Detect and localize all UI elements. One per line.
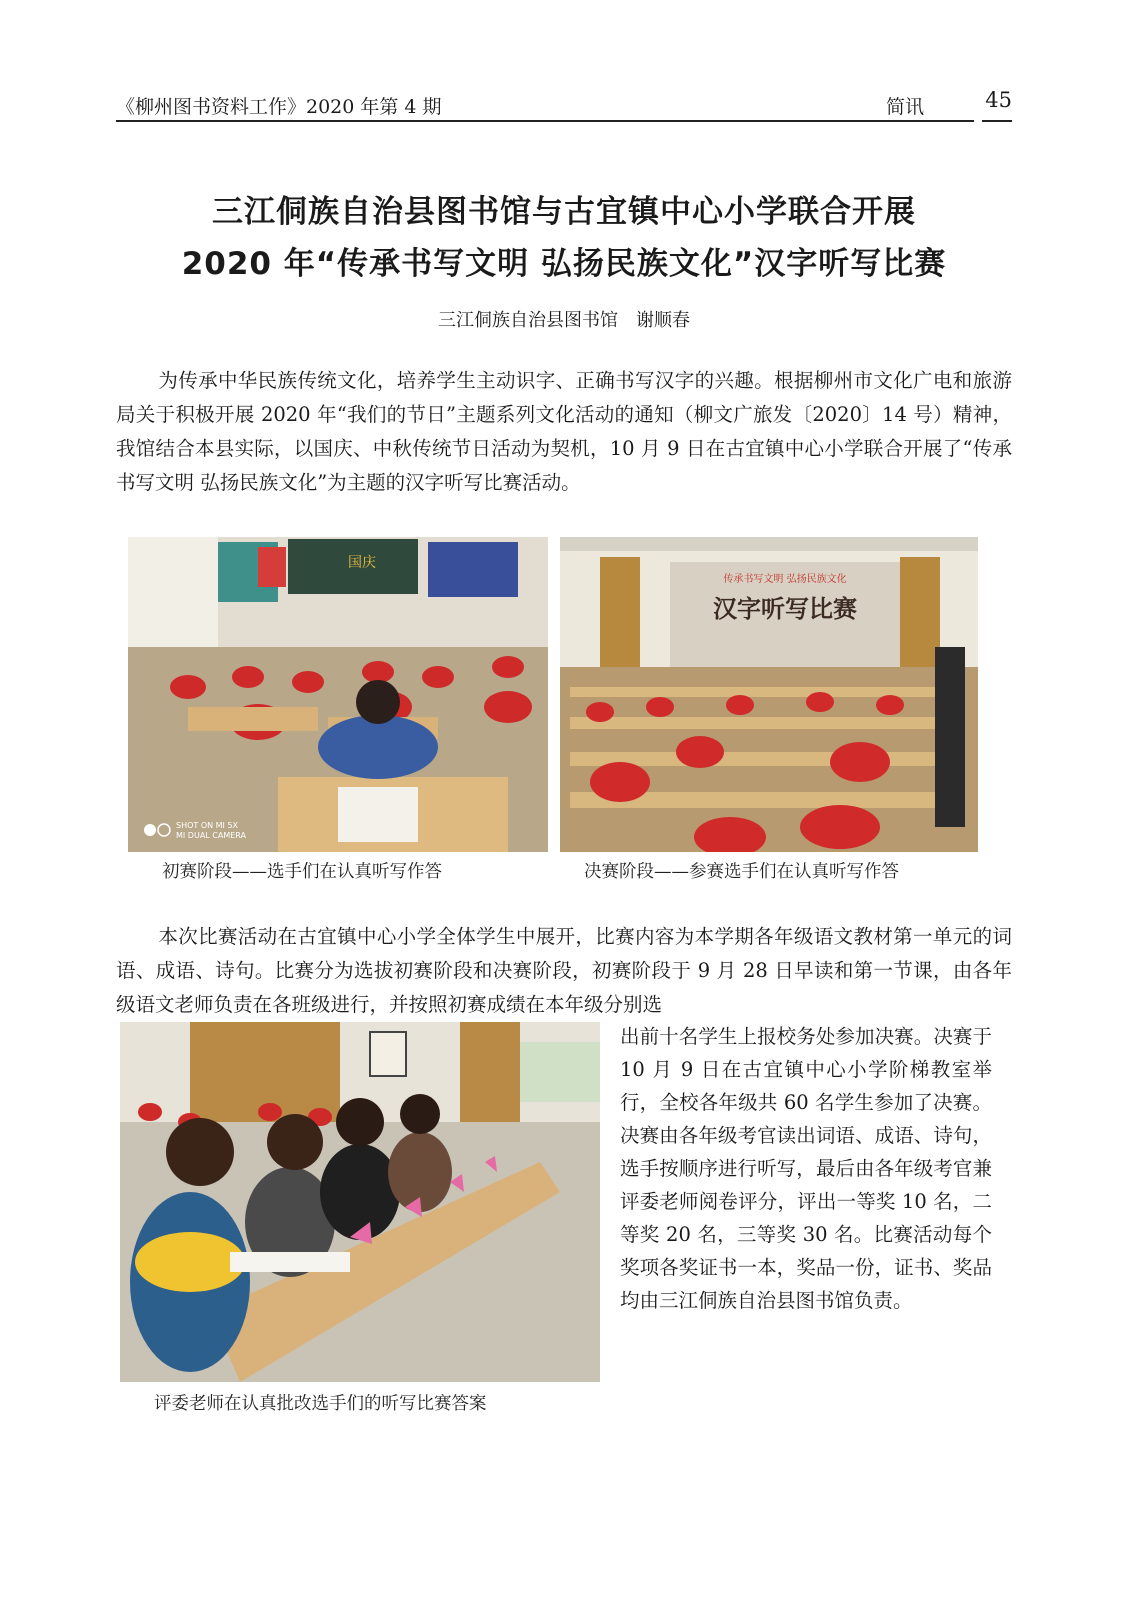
page-number-underline: [982, 120, 1012, 122]
article-author: 三江侗族自治县图书馆 谢顺春: [438, 310, 690, 331]
hall-photo-illustration: [560, 537, 978, 852]
photo-1-caption: 初赛阶段——选手们在认真听写作答: [162, 862, 442, 882]
paragraph-1: [116, 364, 1012, 500]
paragraph-2: [116, 920, 1012, 1022]
journal-name: 《柳州图书资料工作》2020 年第 4 期: [116, 96, 442, 118]
paragraph-1-text: 为传承中华民族传统文化，培养学生主动识字、正确书写汉字的兴趣。根据柳州市文化广电和旅游局关于积极开展 2020 年“我们的节日”主题系列文化活动的通知（柳文广旅发〔2020〕14 号）精神，我馆结合本县实际，以国庆、中秋传统节日活动为契机，10 月 9 日在古宜镇中心小学联合开展了“传承书写文明 弘扬民族文化”为主题的汉字听写比赛活动。: [116, 369, 1012, 494]
photo-2-caption: 决赛阶段——参赛选手们在认真听写作答: [584, 862, 899, 882]
running-header: [116, 88, 1012, 122]
camera-watermark-1: SHOT ON MI 5X: [176, 821, 239, 830]
photo-3-caption: 评委老师在认真批改选手们的听写比赛答案: [154, 1394, 487, 1414]
camera-watermark-2: MI DUAL CAMERA: [176, 831, 247, 840]
paragraph-3: 出前十名学生上报校务处参加决赛。决赛于 10 月 9 日在古宜镇中心小学阶梯教室举行，全校各年级共 60 名学生参加了决赛。决赛由各年级考官读出词语、成语、诗句，选手按顺序进行听写，最后由各年级考官兼评委老师阅卷评分，评出一等奖 10 名，二等奖 20 名，三等奖 30 名。比赛活动每个奖项各奖证书一本，奖品一份，证书、奖品均由三江侗族自治县图书馆负责。: [620, 1025, 992, 1312]
banner-title: 汉字听写比赛: [713, 594, 857, 623]
page-number: 45: [985, 88, 1012, 112]
judges-photo-illustration: [120, 1022, 600, 1382]
banner-slogan: 传承书写文明 弘扬民族文化: [723, 574, 847, 585]
header-rule: [116, 120, 974, 122]
board-text: 国庆: [348, 555, 376, 571]
section-name: 简讯: [886, 96, 925, 118]
paragraph-2-text: 本次比赛活动在古宜镇中心小学全体学生中展开，比赛内容为本学期各年级语文教材第一单元的词语、成语、诗句。比赛分为选拔初赛阶段和决赛阶段，初赛阶段于 9 月 28 日早读和第一节课，由各年级语文老师负责在各班级进行，并按照初赛成绩在本年级分别选: [116, 925, 1012, 1016]
title-line-1: 三江侗族自治县图书馆与古宜镇中心小学联合开展: [212, 194, 916, 230]
classroom-photo-illustration: [128, 537, 548, 852]
photo-judges-marking: [120, 1022, 600, 1382]
photo-preliminary-round: [128, 537, 548, 852]
photo-final-round: [560, 537, 978, 852]
title-line-2: 2020 年“传承书写文明 弘扬民族文化”汉字听写比赛: [181, 246, 947, 282]
article-title: [116, 186, 1012, 290]
